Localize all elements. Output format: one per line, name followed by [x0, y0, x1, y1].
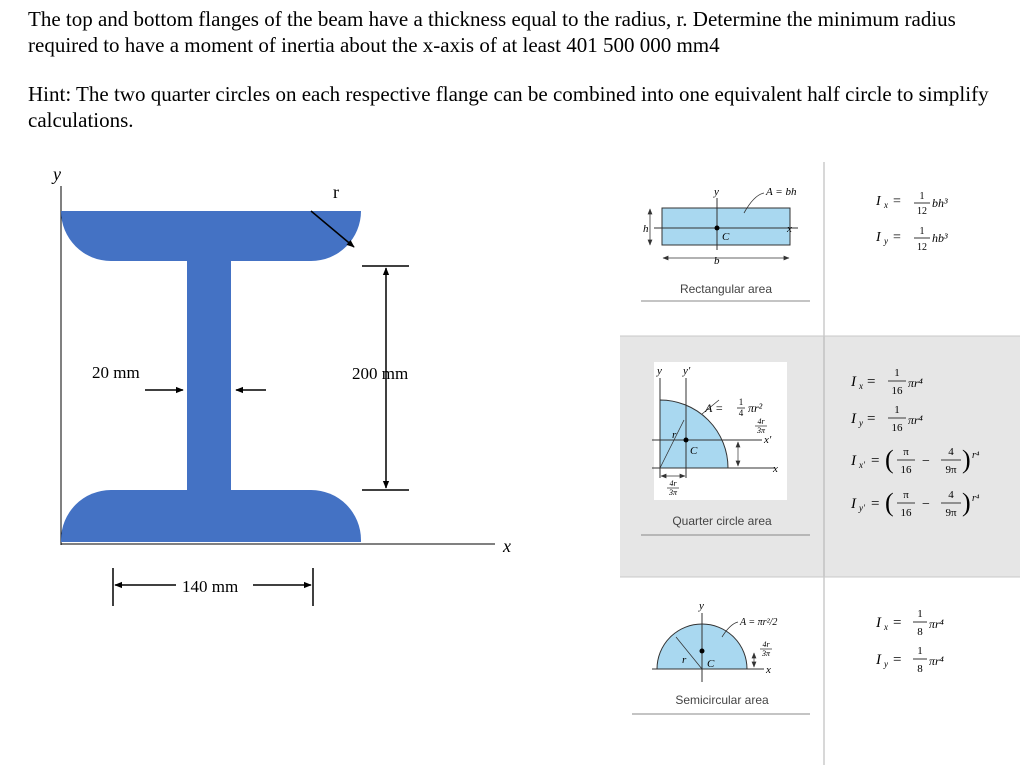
rect-c-label: C — [722, 231, 730, 243]
semi-iy-den: 8 — [917, 663, 923, 675]
quarter-caption: Quarter circle area — [672, 514, 772, 528]
svg-text:I: I — [851, 411, 856, 427]
rect-y-label: y — [714, 186, 719, 198]
svg-text:y: y — [884, 659, 888, 669]
svg-text:x′: x′ — [859, 460, 865, 470]
rect-iy-num: 1 — [919, 226, 925, 237]
quarter-iyp-b-num: 4 — [948, 489, 954, 501]
semi-caption: Semicircular area — [675, 693, 769, 707]
svg-text:=: = — [893, 194, 901, 209]
svg-text:I: I — [851, 374, 856, 390]
svg-text:I: I — [876, 652, 881, 668]
quarter-ix-den: 16 — [891, 385, 903, 397]
quarter-iy-num: 1 — [894, 404, 900, 416]
svg-text:=: = — [871, 453, 880, 469]
quarter-ixp-rhs: r⁴ — [972, 450, 980, 461]
svg-text:−: − — [922, 497, 930, 512]
quarter-ixp-a-num: π — [903, 446, 909, 458]
semi-centroid-den: 3π — [761, 649, 771, 658]
y-axis-label: y — [53, 164, 61, 184]
x-axis-label: x — [503, 536, 511, 556]
rect-ix-den: 12 — [917, 206, 927, 217]
rect-iy-den: 12 — [917, 242, 927, 253]
svg-text:=: = — [867, 374, 876, 390]
quarter-r-label: r — [672, 429, 677, 441]
semi-iy-rhs: πr⁴ — [929, 654, 944, 668]
svg-text:x: x — [859, 381, 863, 391]
semi-area-label: A = πr²/2 — [740, 617, 778, 628]
quarter-iyp-a-num: π — [903, 489, 909, 501]
svg-text:I: I — [876, 615, 881, 631]
svg-text:I: I — [851, 496, 856, 512]
beam-figure — [51, 164, 511, 606]
semi-ix-num: 1 — [917, 608, 923, 620]
svg-text:=: = — [871, 496, 880, 512]
semi-c-label: C — [707, 658, 715, 670]
quarter-iyp-b-den: 9π — [945, 507, 957, 519]
svg-text:(: ( — [885, 488, 894, 517]
svg-text:): ) — [962, 445, 971, 474]
quarter-x-label: x — [773, 463, 778, 475]
svg-text:=: = — [893, 615, 902, 631]
quarter-ixp-a-den: 16 — [900, 464, 912, 476]
rect-caption: Rectangular area — [679, 282, 773, 296]
quarter-y-label: y — [657, 365, 662, 377]
quarter-iyp-rhs: r⁴ — [972, 493, 980, 504]
semi-ix-den: 8 — [917, 626, 923, 638]
top-flange — [61, 211, 361, 261]
quarter-area-den: 4 — [738, 408, 744, 418]
radius-label: r — [333, 182, 339, 202]
bottom-flange — [61, 490, 361, 542]
rect-area-label: A = bh — [766, 186, 797, 198]
quarter-ixp-b-num: 4 — [948, 446, 954, 458]
quarter-ix-num: 1 — [894, 367, 900, 379]
svg-text:=: = — [893, 652, 902, 668]
rectangle-formulas — [875, 191, 948, 253]
rect-ix-rhs: bh³ — [932, 196, 948, 210]
rect-h-label: h — [643, 223, 649, 235]
svg-text:−: − — [922, 454, 930, 469]
svg-text:x: x — [884, 622, 888, 632]
rect-ix-lhs: I — [876, 194, 881, 209]
rect-iy-rhs: hb³ — [932, 231, 948, 245]
quarter-centroid — [684, 438, 689, 443]
quarter-iy-rhs: πr⁴ — [908, 413, 923, 427]
svg-text:y: y — [859, 418, 863, 428]
svg-text:=: = — [867, 411, 876, 427]
web-height-label: 200 mm — [352, 364, 409, 383]
svg-text:y′: y′ — [859, 503, 865, 513]
web-width-label: 20 mm — [92, 363, 140, 382]
quarter-ix-rhs: πr⁴ — [908, 376, 923, 390]
quarter-xbar-den: 3π — [668, 488, 678, 497]
semi-r-label: r — [682, 654, 687, 666]
rect-iy-sub: y — [884, 236, 888, 246]
semicircle-formulas — [875, 608, 944, 675]
svg-text:I: I — [851, 453, 856, 469]
rect-ix-sub: x — [884, 200, 888, 210]
quarter-xprime-label: x′ — [764, 434, 772, 446]
semi-centroid — [700, 649, 705, 654]
problem-hint: Hint: The two quarter circles on each respective flange can be combined into one equivalent half circle to simplify calculations. — [28, 82, 989, 132]
quarter-xbar-num: 4r — [669, 479, 677, 488]
quarter-centroid-num: 4r — [757, 417, 765, 426]
semi-centroid-num: 4r — [762, 640, 770, 649]
rect-b-label: b — [714, 255, 720, 267]
rect-ix-num: 1 — [919, 191, 925, 202]
rect-x-label: x — [787, 223, 792, 235]
beam-web — [187, 260, 231, 491]
semi-y-label: y — [699, 600, 704, 612]
semicircle-shape — [632, 600, 810, 714]
svg-text:=: = — [893, 230, 901, 245]
rect-centroid — [715, 226, 720, 231]
quarter-yprime-label: y′ — [683, 365, 691, 377]
quarter-iy-den: 16 — [891, 422, 903, 434]
semi-ix-rhs: πr⁴ — [929, 617, 944, 631]
semi-x-label: x — [766, 664, 771, 676]
problem-statement: The top and bottom flanges of the beam have a thickness equal to the radius, r. Determine the minimum radius required to have a moment of inertia about the x-axis of at least 401 500 000 mm4 — [28, 7, 956, 57]
semi-iy-num: 1 — [917, 645, 923, 657]
svg-text:): ) — [962, 488, 971, 517]
quarter-area-rhs: πr² — [748, 401, 763, 415]
quarter-area-lhs: A = — [705, 401, 724, 415]
quarter-area-num: 1 — [738, 397, 744, 407]
svg-text:(: ( — [885, 445, 894, 474]
quarter-c-label: C — [690, 445, 698, 457]
rectangle-shape — [641, 186, 810, 301]
flange-width-label: 140 mm — [182, 577, 239, 596]
quarter-iyp-a-den: 16 — [900, 507, 912, 519]
rect-iy-lhs: I — [876, 230, 881, 245]
quarter-ixp-b-den: 9π — [945, 464, 957, 476]
quarter-centroid-den: 3π — [756, 426, 766, 435]
